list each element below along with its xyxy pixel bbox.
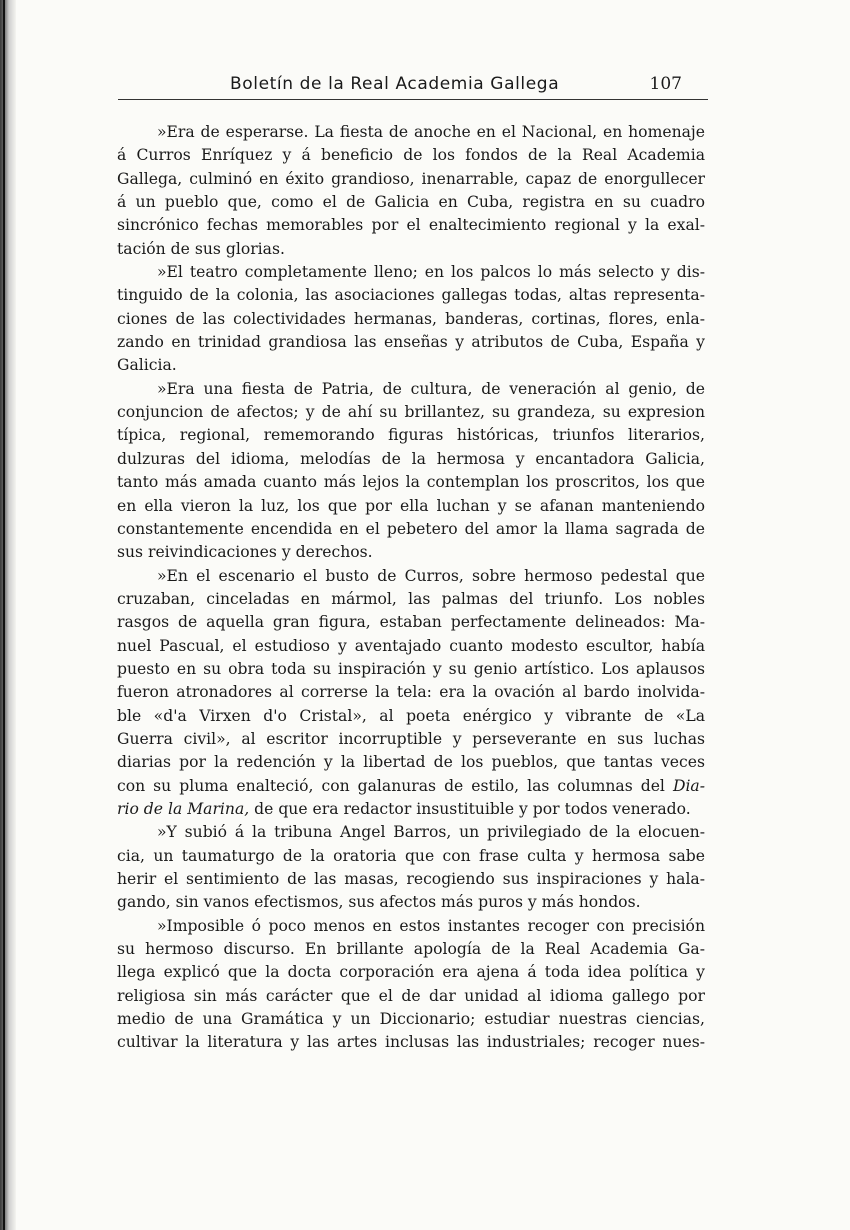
text-line: religiosa sin más carácter que el de dar unidad al idioma gallego por [117, 986, 705, 1005]
text-line: dulzuras del idioma, melodías de la hermosa y encantadora Galicia, [117, 449, 705, 468]
text-line: á Curros Enríquez y á beneficio de los fondos de la Real Academia [117, 146, 705, 165]
text-line: tanto más amada cuanto más lejos la contemplan los proscritos, los que [117, 473, 705, 492]
text-line: rio de la Marina, de que era redactor insustituible y por todos venerado. [117, 799, 691, 818]
text-line: zando en trinidad grandiosa las enseñas y atributos de Cuba, España y [117, 333, 705, 352]
text-line: »Era una fiesta de Patria, de cultura, de veneración al genio, de [157, 379, 705, 398]
text-line: tación de sus glorias. [117, 239, 285, 258]
page-number: 107 [649, 74, 682, 94]
text-line: tinguido de la colonia, las asociaciones gallegas todas, altas representa- [117, 286, 705, 305]
header-rule [118, 99, 708, 100]
text-line: su hermoso discurso. En brillante apología de la Real Academia Ga- [117, 940, 705, 959]
text-line: Gallega, culminó en éxito grandioso, inenarrable, capaz de enorgullecer [117, 169, 705, 188]
text-line: »Era de esperarse. La fiesta de anoche en el Nacional, en homenaje [157, 123, 705, 141]
text-line: sincrónico fechas memorables por el enaltecimiento regional y la exal- [117, 216, 705, 235]
text-line: á un pueblo que, como el de Galicia en Cuba, registra en su cuadro [117, 193, 705, 212]
text-line: con su pluma enalteció, con galanuras de estilo, las columnas del Dia- [117, 776, 705, 795]
journal-title: Boletín de la Real Academia Gallega [230, 74, 560, 94]
text-line: ciones de las colectividades hermanas, banderas, cortinas, flores, enla- [117, 309, 705, 328]
text-line: gando, sin vanos efectismos, sus afectos más puros y más hondos. [117, 893, 641, 912]
article-body [117, 121, 705, 1055]
text-line: ble «d'a Virxen d'o Cristal», al poeta enérgico y vibrante de «La [117, 706, 705, 725]
text-line: rasgos de aquella gran figura, estaban perfectamente delineados: Ma- [117, 613, 705, 632]
text-line: cia, un taumaturgo de la oratoria que con frase culta y hermosa sabe [117, 846, 705, 865]
text-line: nuel Pascual, el estudioso y aventajado cuanto modesto escultor, había [117, 636, 705, 655]
text-line: cruzaban, cinceladas en mármol, las palmas del triunfo. Los nobles [117, 589, 705, 608]
text-line: conjuncion de afectos; y de ahí su brillantez, su grandeza, su expresion [117, 403, 705, 422]
text-line: en ella vieron la luz, los que por ella luchan y se afanan manteniendo [117, 496, 705, 515]
text-line: constantemente encendida en el pebetero del amor la llama sagrada de [117, 519, 705, 538]
text-line: »El teatro completamente lleno; en los palcos lo más selecto y dis- [157, 263, 705, 282]
text-line: herir el sentimiento de las masas, recogiendo sus inspiraciones y hala- [117, 870, 705, 888]
text-line: fueron atronadores al correrse la tela: era la ovación al bardo inolvida- [117, 683, 705, 702]
text-line: sus reivindicaciones y derechos. [117, 543, 373, 562]
text-line: Galicia. [117, 356, 177, 375]
text-line: Guerra civil», al escritor incorruptible y perseverante en sus luchas [117, 729, 705, 748]
binding-shadow-line [3, 0, 5, 1230]
text-line: »En el escenario el busto de Curros, sobre hermoso pedestal que [157, 566, 705, 585]
text-line: diarias por la redención y la libertad de los pueblos, que tantas veces [117, 753, 705, 772]
text-line: »Imposible ó poco menos en estos instantes recoger con precisión [157, 916, 705, 935]
text-line: típica, regional, rememorando figuras históricas, triunfos literarios, [117, 426, 705, 445]
text-line: medio de una Gramática y un Diccionario; estudiar nuestras ciencias, [117, 1010, 705, 1029]
running-header [118, 74, 708, 98]
text-line: puesto en su obra toda su inspiración y su genio artístico. Los aplausos [117, 659, 705, 678]
text-line: llega explicó que la docta corporación era ajena á toda idea política y [117, 963, 705, 982]
text-line: »Y subió á la tribuna Angel Barros, un privilegiado de la elocuen- [157, 823, 705, 842]
text-line: cultivar la literatura y las artes inclusas las industriales; recoger nues- [117, 1033, 705, 1052]
